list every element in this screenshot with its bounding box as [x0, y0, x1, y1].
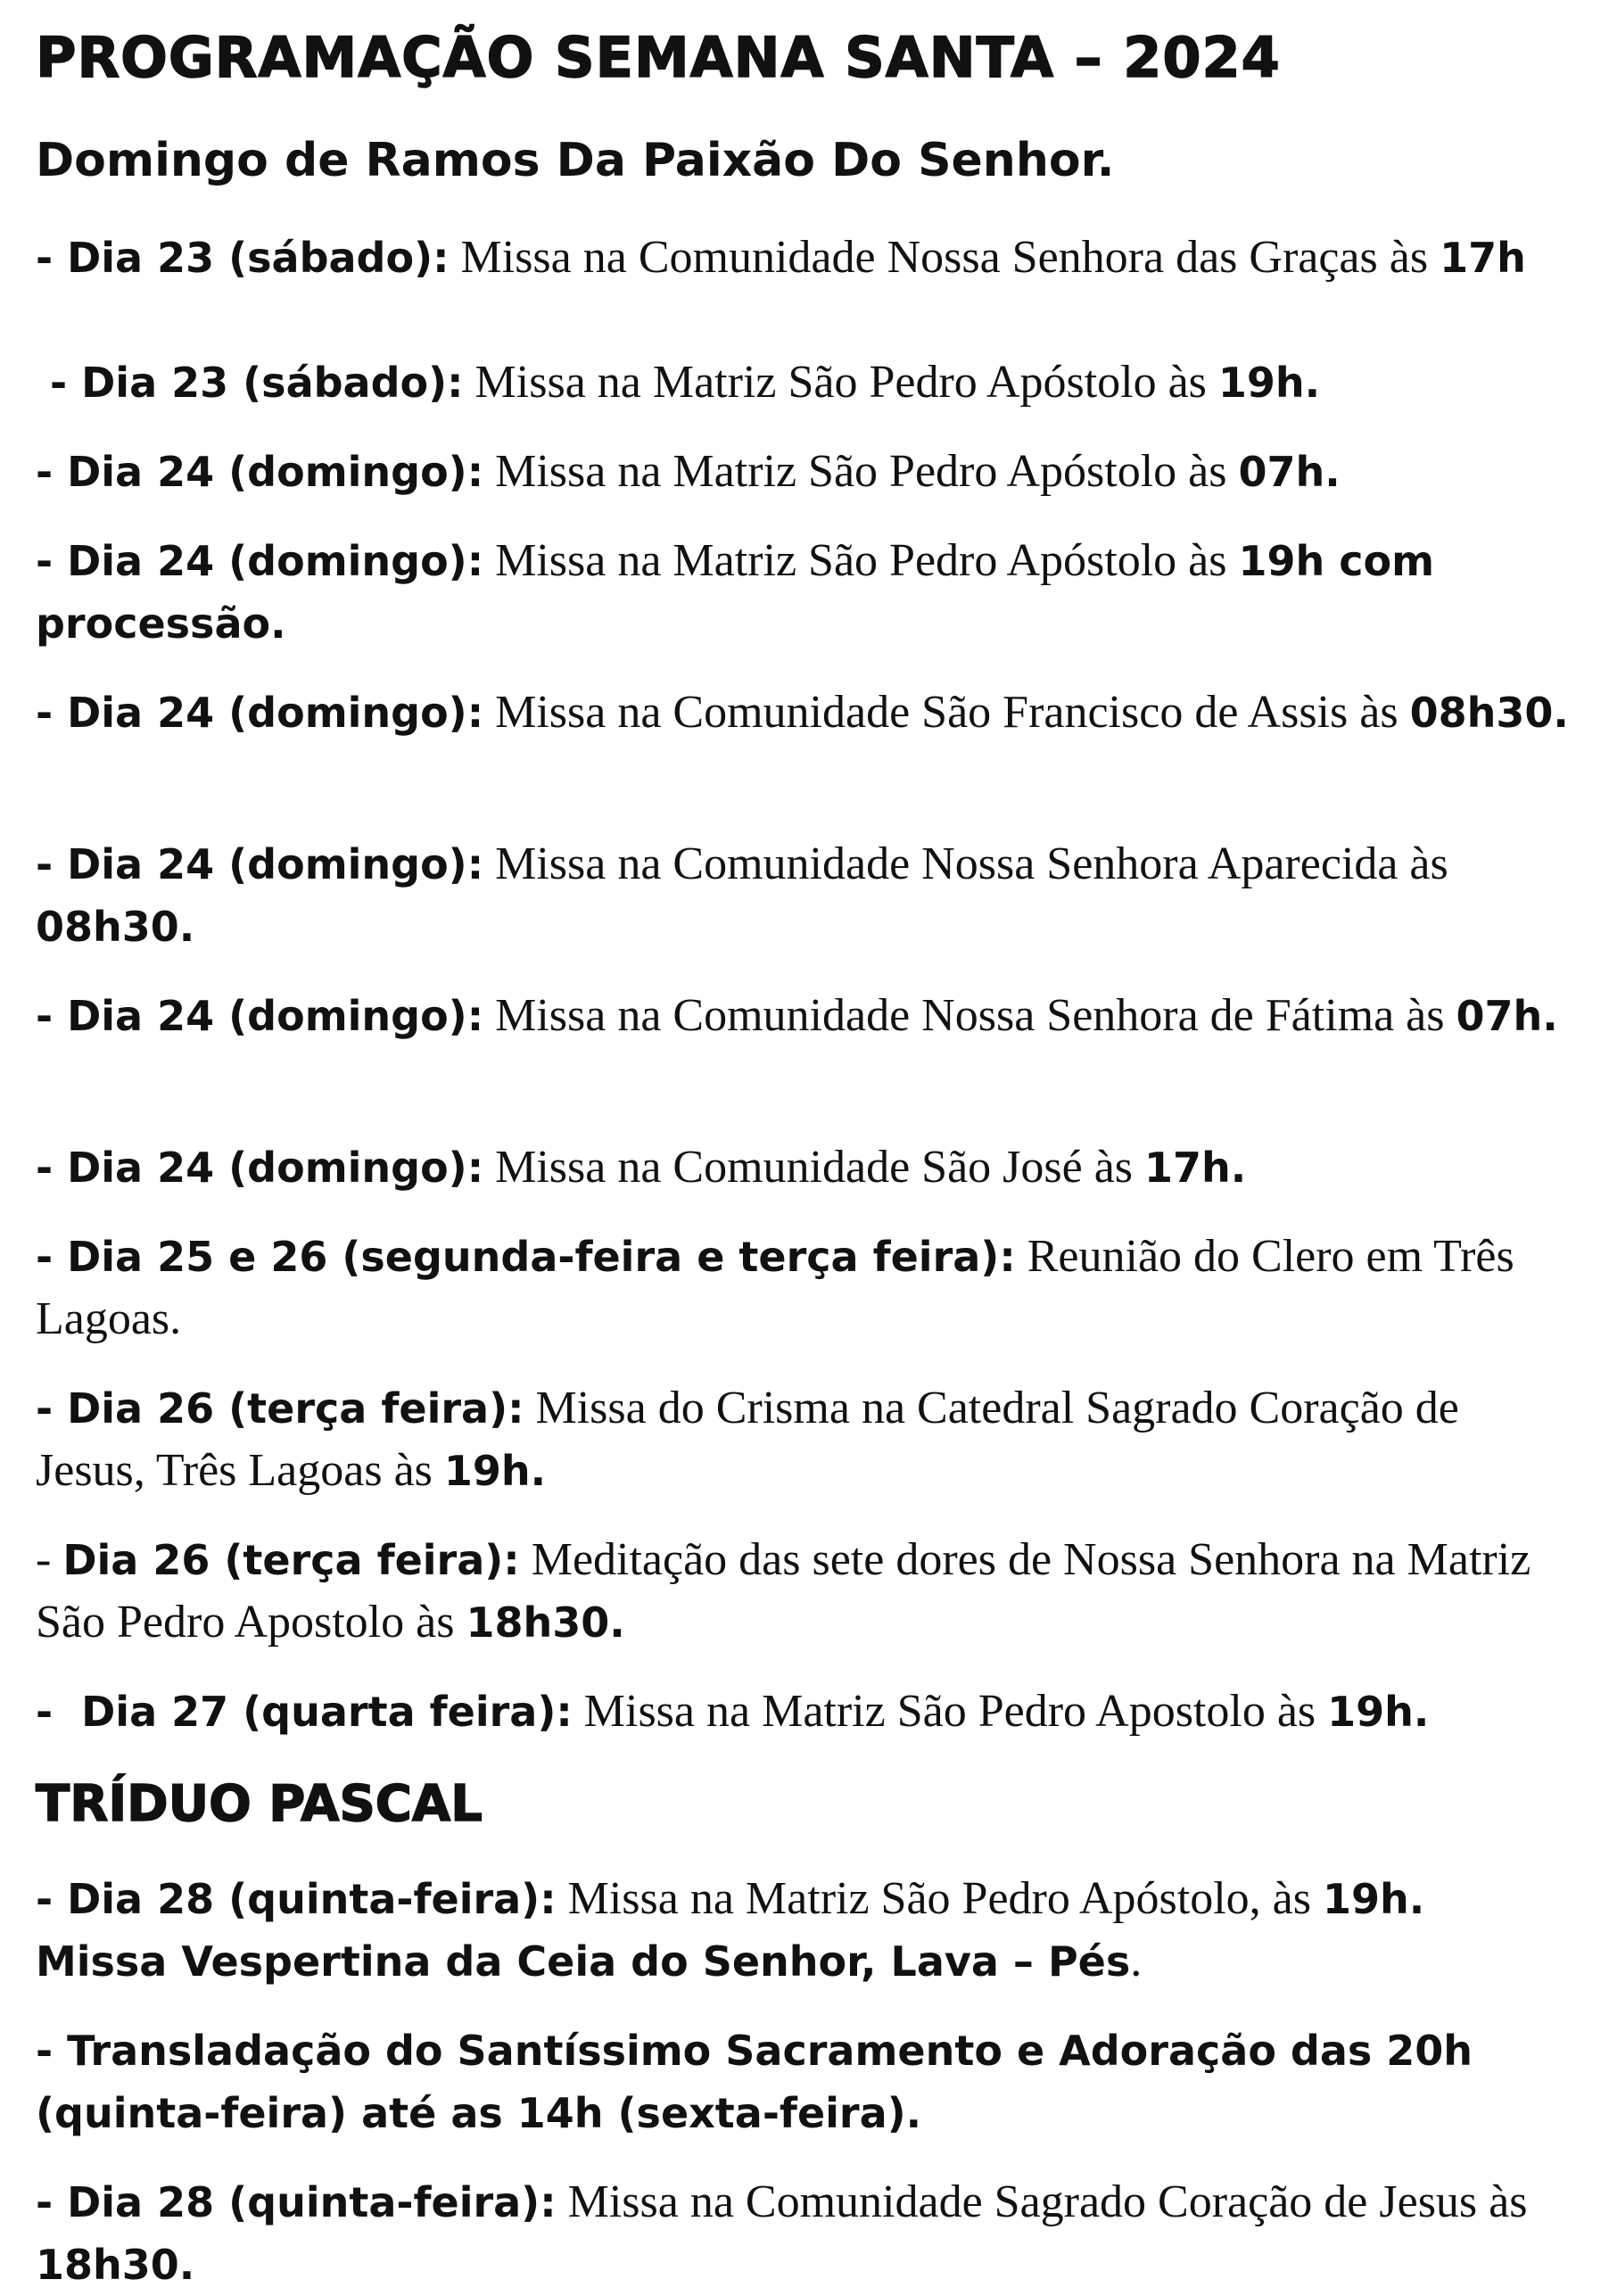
- entry-time: 19h.: [1327, 1688, 1430, 1736]
- entry-label: Dia 24 (domingo):: [67, 992, 484, 1040]
- entry-text: Missa na Comunidade São Francisco de Assis às: [483, 687, 1410, 738]
- entry-label: Dia 24 (domingo):: [67, 537, 484, 585]
- schedule-entry: [36, 985, 1570, 1047]
- schedule-entry: [36, 1868, 1570, 1993]
- schedule-entry: [36, 227, 1570, 289]
- entry-text: Reunião do Clero em Três Lagoas.: [36, 1231, 1514, 1344]
- entry-time: 19h. Missa Vespertina da Ceia do Senhor, Lava – Pés: [36, 1875, 1425, 1986]
- entry-time: 08h30.: [36, 903, 195, 951]
- entry-time: 19h com processão.: [36, 537, 1435, 648]
- entry-time: 17h.: [1144, 1144, 1247, 1192]
- entry-label: Dia 28 (quinta-feira):: [67, 2178, 557, 2226]
- page-subtitle: Domingo de Ramos Da Paixão Do Senhor.: [36, 134, 1115, 187]
- entry-text: Missa na Comunidade São José às: [483, 1142, 1145, 1193]
- entry-time: 18h30.: [36, 2241, 195, 2289]
- entry-label: Dia 24 (domingo):: [67, 840, 484, 888]
- entry-label: Dia 25 e 26 (segunda-feira e terça feira):: [67, 1233, 1016, 1281]
- entry-text: Missa na Matriz São Pedro Apóstolo, às: [556, 1873, 1323, 1924]
- schedule-entry: [36, 441, 1570, 503]
- entry-time: 07h.: [1456, 992, 1558, 1040]
- entry-label: Dia 28 (quinta-feira):: [67, 1875, 557, 1923]
- entry-text: Missa na Comunidade Nossa Senhora Aparecida às: [483, 838, 1448, 889]
- entry-text: Missa do Crisma na Catedral Sagrado Coração de Jesus, Três Lagoas às: [36, 1383, 1459, 1496]
- schedule-entry: [36, 833, 1570, 958]
- entry-dash: -: [36, 1144, 68, 1192]
- entry-dash: -: [36, 2027, 68, 2075]
- entry-label: Dia 26 (terça feira):: [67, 1384, 524, 1433]
- entry-label: Dia 23 (sábado):: [81, 359, 464, 407]
- schedule-entry: [36, 1681, 1570, 1743]
- entry-text: Meditação das sete dores de Nossa Senhora na Matriz São Pedro Apostolo às: [36, 1534, 1531, 1648]
- entry-dash: -: [36, 2178, 68, 2226]
- entry-label: Dia 23 (sábado):: [67, 234, 450, 282]
- entry-dash: -: [36, 537, 68, 585]
- entry-text: Missa na Comunidade Nossa Senhora das Graças às: [449, 232, 1440, 283]
- entry-time: 19h.: [1217, 359, 1321, 407]
- schedule-entry: [36, 2171, 1570, 2296]
- section-title-triduo: TRÍDUO PASCAL: [36, 1775, 483, 1833]
- entry-dash: -: [36, 234, 68, 282]
- entry-time: 07h.: [1238, 448, 1341, 496]
- schedule-entry: [36, 2019, 1570, 2144]
- schedule-entry: [36, 1377, 1570, 1502]
- entry-dash: -: [36, 1534, 63, 1585]
- page-title: PROGRAMAÇÃO SEMANA SANTA – 2024: [36, 25, 1281, 90]
- entry-dash: -: [36, 1233, 68, 1281]
- entry-dash: -: [36, 448, 68, 496]
- entry-dash: -: [36, 689, 68, 737]
- entry-label: Dia 24 (domingo):: [67, 689, 484, 737]
- entry-text: Missa na Comunidade Sagrado Coração de Jesus às: [556, 2176, 1528, 2227]
- entry-dash: -: [36, 1688, 82, 1736]
- entry-dash: -: [36, 1875, 68, 1923]
- schedule-entry: [36, 1226, 1570, 1350]
- entry-text: Missa na Matriz São Pedro Apostolo às: [572, 1686, 1328, 1737]
- entry-time: 19h.: [443, 1447, 547, 1495]
- entry-after: .: [1130, 1936, 1143, 1986]
- entry-text: Missa na Matriz São Pedro Apóstolo às: [483, 535, 1239, 586]
- entry-text: Missa na Comunidade Nossa Senhora de Fátima às: [483, 990, 1456, 1041]
- schedule-entry: [36, 681, 1570, 744]
- schedule-entry: [36, 1529, 1570, 1654]
- entry-dash: -: [36, 1384, 68, 1433]
- entry-time: 18h30.: [466, 1598, 625, 1647]
- entry-time: 17h: [1440, 234, 1526, 282]
- schedule-entry: [36, 351, 1570, 414]
- entry-dash: -: [36, 992, 68, 1040]
- schedule-entry: [36, 530, 1570, 655]
- entry-label: Dia 26 (terça feira):: [62, 1536, 520, 1584]
- schedule-entry: [36, 1136, 1570, 1199]
- entry-label: Dia 24 (domingo):: [67, 448, 484, 496]
- entry-text: Missa na Matriz São Pedro Apóstolo às: [463, 357, 1218, 408]
- entry-dash: -: [36, 359, 82, 407]
- entry-dash: -: [36, 840, 68, 888]
- entry-label: Dia 24 (domingo):: [67, 1144, 484, 1192]
- entry-label: Dia 27 (quarta feira):: [81, 1688, 573, 1736]
- entry-time: 08h30.: [1409, 689, 1569, 737]
- entry-text: Missa na Matriz São Pedro Apóstolo às: [483, 446, 1239, 497]
- entry-label: Transladação do Santíssimo Sacramento e Adoração das 20h (quinta-feira) até as 14h (sexta-feira).: [36, 2027, 1473, 2137]
